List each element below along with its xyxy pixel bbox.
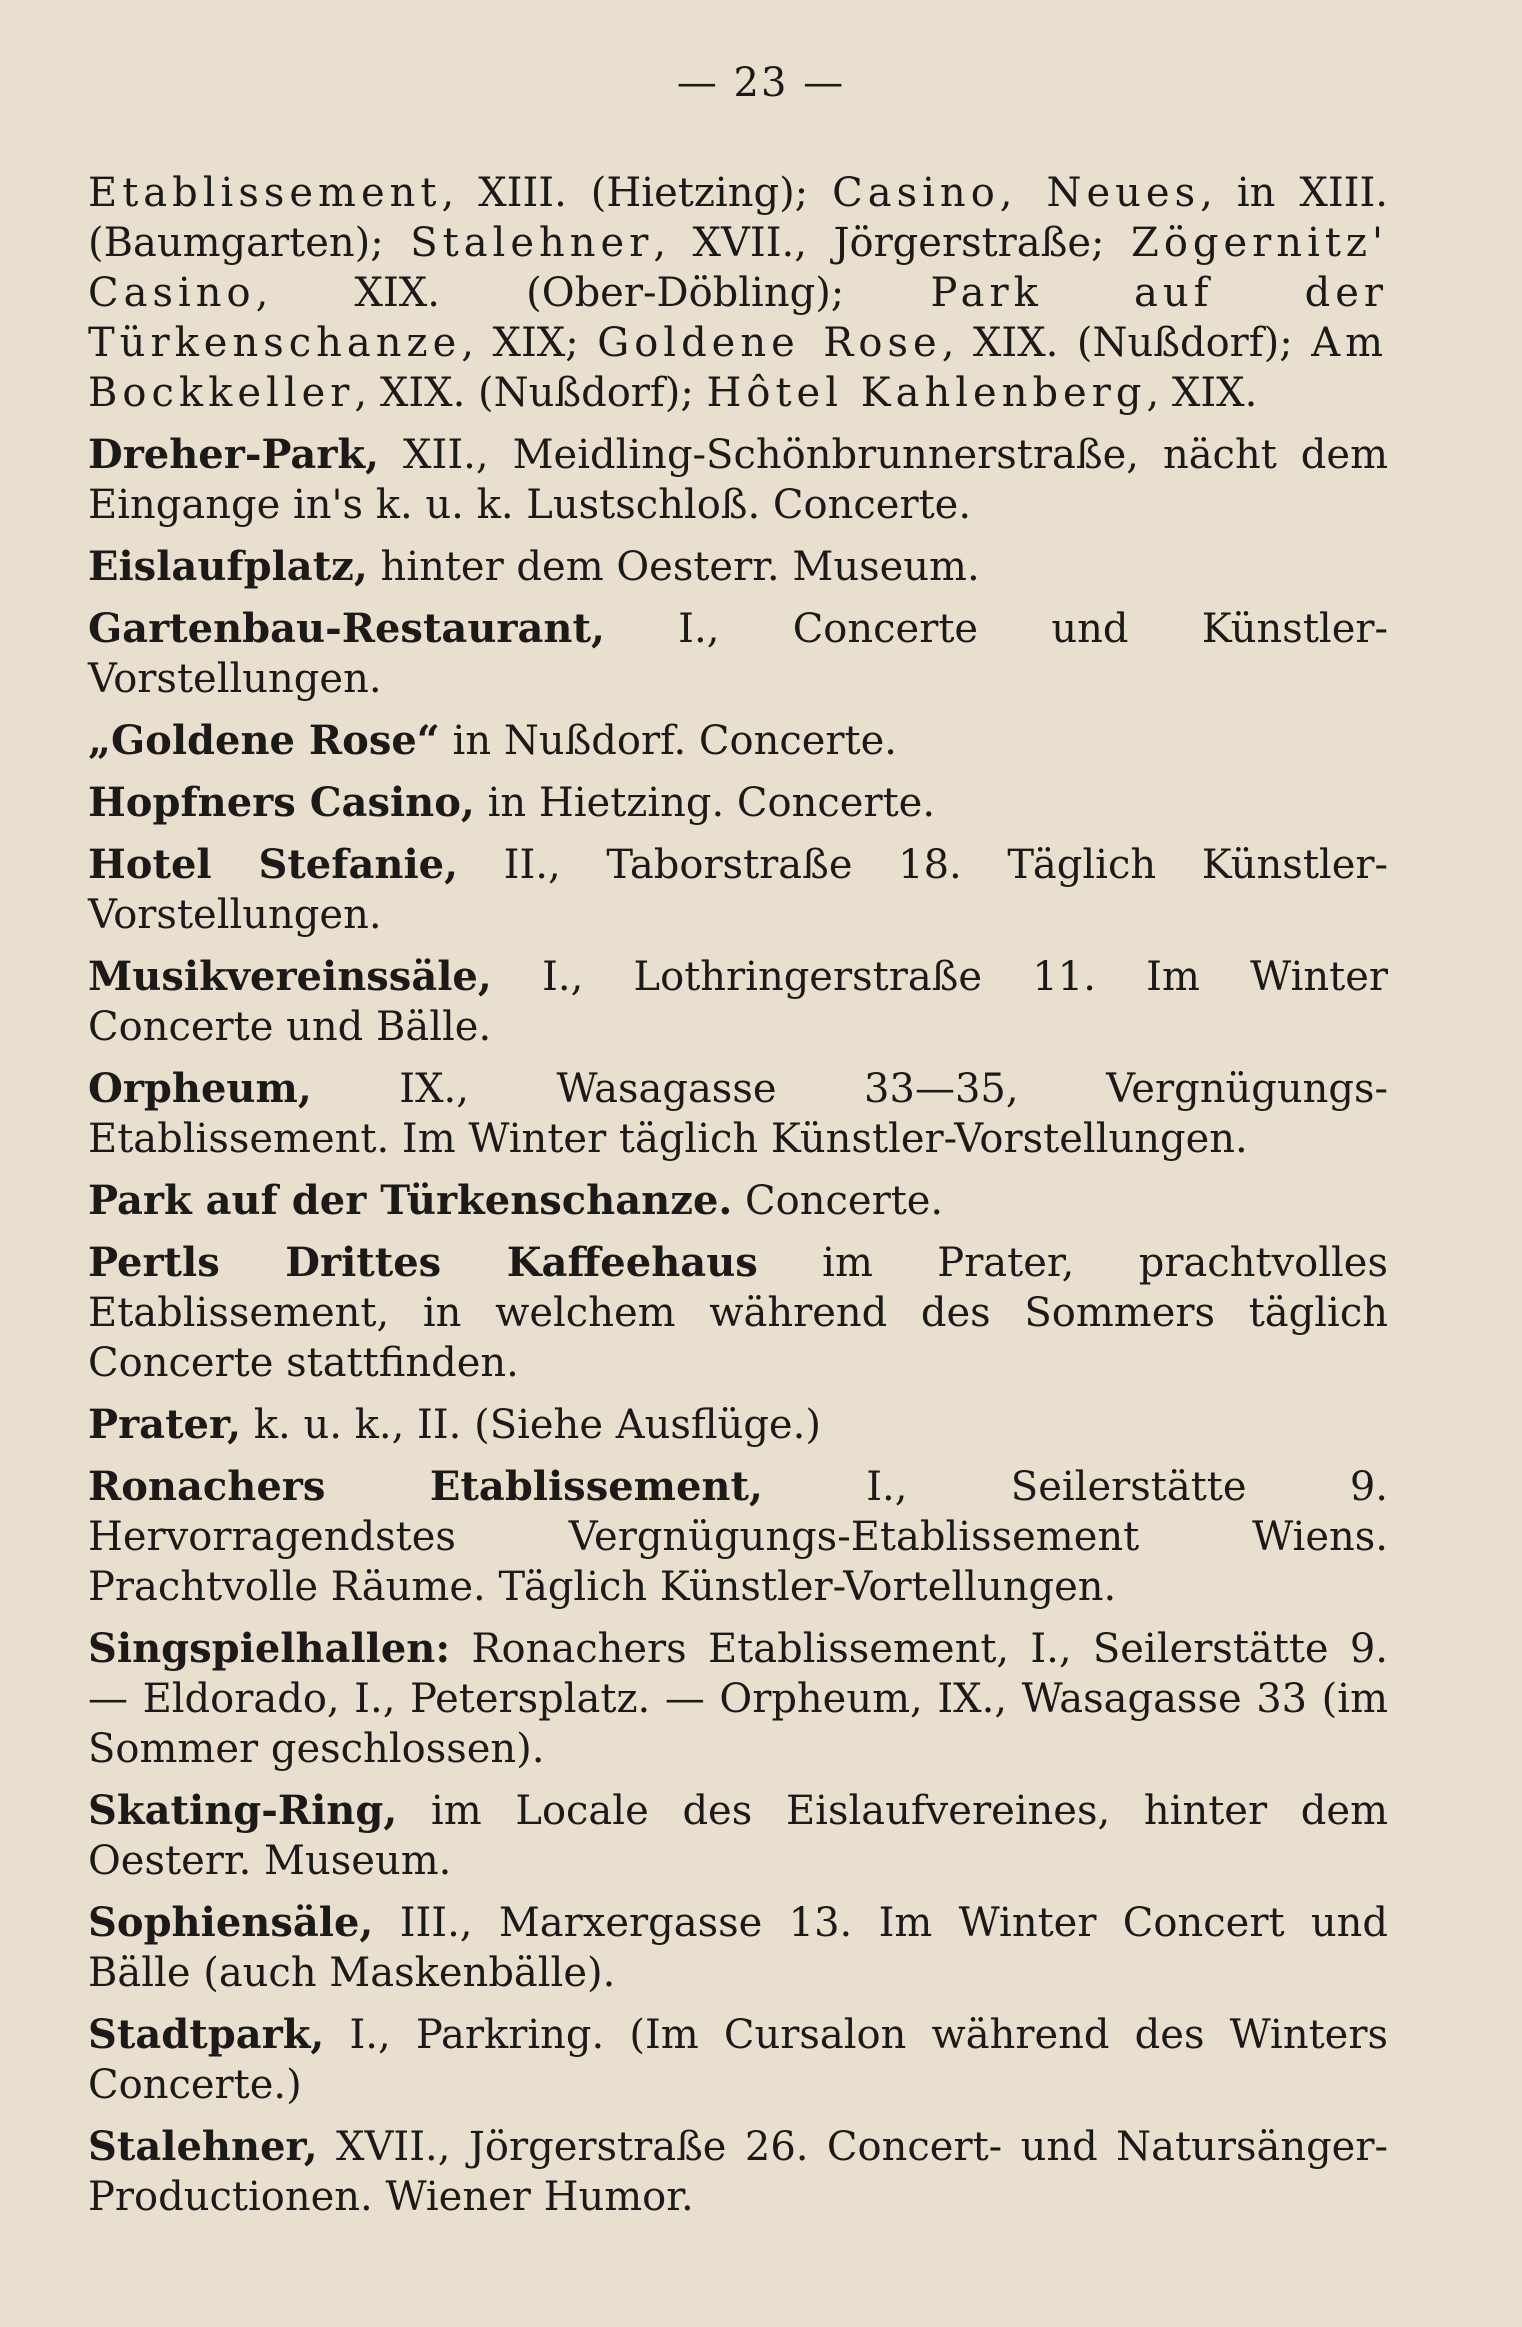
entry-description: im Locale des Eislaufvereines, hinter dem Oesterr. Museum. <box>88 1788 1388 1884</box>
entry-description: in Hietzing. Concerte. <box>474 780 936 826</box>
entry-description: I., Parkring. (Im Cursalon während des Winters Concerte.) <box>88 2012 1388 2108</box>
entry-description: k. u. k., II. (Siehe Ausflüge.) <box>241 1402 821 1448</box>
intro-paragraph <box>88 168 1388 418</box>
venue-name-spaced: Etablissement <box>88 170 442 216</box>
entry-name: „Goldene Rose“ <box>88 717 440 764</box>
entry-description: I., Lothringerstraße 11. Im Winter Concerte und Bälle. <box>88 954 1388 1050</box>
directory-entry <box>88 952 1388 1052</box>
entry-description: II., Taborstraße 18. Täglich Künstler-Vorstellungen. <box>88 842 1388 938</box>
entry-name: Prater, <box>88 1401 242 1448</box>
directory-entry <box>88 1176 1388 1226</box>
directory-entry <box>88 1786 1388 1886</box>
entry-description: Ronachers Etablissement, I., Seilerstätte 9. — Eldorado, I., Petersplatz. — Orpheum, IX., Wasagasse 33 (im Sommer geschlossen). <box>88 1626 1388 1772</box>
directory-entry <box>88 840 1388 940</box>
entry-name: Sophiensäle, <box>88 1899 374 1946</box>
venue-name-spaced: Park auf der Türkenschanze <box>88 270 1388 366</box>
entry-name: Hopfners Casino, <box>88 779 475 826</box>
entry-description: Concerte. <box>732 1178 944 1224</box>
directory-entry <box>88 542 1388 592</box>
entry-name: Musikvereinssäle, <box>88 953 492 1000</box>
entry-name: Ronachers Etablissement, <box>88 1463 763 1510</box>
entry-name: Hotel Stefanie, <box>88 841 459 888</box>
entry-description: III., Marxergasse 13. Im Winter Concert und Bälle (auch Maskenbälle). <box>88 1900 1388 1996</box>
venue-name-spaced: Goldene Rose <box>597 320 942 366</box>
entry-description: I., Concerte und Künstler-Vorstellungen. <box>88 606 1388 702</box>
entry-name: Orpheum, <box>88 1065 312 1112</box>
entry-name: Eislaufplatz, <box>88 543 368 590</box>
directory-entry <box>88 430 1388 530</box>
entry-description: im Prater, prachtvolles Etablissement, in welchem während des Sommers täglich Concerte stattfinden. <box>88 1240 1388 1386</box>
intro-text: , XIX. <box>1146 370 1258 416</box>
entry-name: Dreher-Park, <box>88 431 380 478</box>
venue-name-spaced: Hôtel Kahlenberg <box>706 370 1147 416</box>
directory-entry <box>88 604 1388 704</box>
venue-name-spaced: Casino, Neues <box>832 170 1201 216</box>
entry-description: in Nußdorf. Concerte. <box>439 718 898 764</box>
intro-text: , XIX. (Ober-Döbling); <box>255 270 931 316</box>
entry-name: Stalehner, <box>88 2123 318 2170</box>
intro-text: , XIX. (Nußdorf); <box>941 320 1312 366</box>
page-number: — 23 — <box>676 60 846 106</box>
directory-entry <box>88 716 1388 766</box>
directory-entry <box>88 1462 1388 1612</box>
directory-entry <box>88 2010 1388 2110</box>
page-content <box>88 168 1388 2234</box>
intro-text: , XIX. (Nußdorf); <box>354 370 707 416</box>
directory-entry <box>88 1400 1388 1450</box>
entry-name: Skating-Ring, <box>88 1787 398 1834</box>
entry-description: XVII., Jörgerstraße 26. Concert- und Natursänger-Productionen. Wiener Humor. <box>88 2124 1388 2220</box>
venue-name-spaced: Zögernitz' Casino <box>88 220 1389 316</box>
entry-name: Pertls Drittes Kaffeehaus <box>88 1239 758 1286</box>
entry-name: Gartenbau-Restaurant, <box>88 605 605 652</box>
directory-entry <box>88 1238 1388 1388</box>
intro-text: , in XIII. (Baumgarten); <box>88 170 1388 266</box>
entry-description: XII., Meidling-Schönbrunnerstraße, nächt dem Eingange in's k. u. k. Lustschloß. Concerte. <box>88 432 1388 528</box>
entry-list <box>88 430 1388 2222</box>
entry-name: Park auf der Türkenschanze. <box>88 1177 733 1224</box>
intro-text: , XVII., Jörgerstraße; <box>653 220 1132 266</box>
entry-description: I., Seilerstätte 9. Hervorragendstes Vergnügungs-Etablissement Wiens. Prachtvolle Räume. Täglich Künstler-Vortellungen. <box>88 1464 1388 1610</box>
entry-name: Singspielhallen: <box>88 1625 451 1672</box>
entry-description: hinter dem Oesterr. Museum. <box>367 544 980 590</box>
intro-text: , XIX; <box>461 320 598 366</box>
directory-entry <box>88 1898 1388 1998</box>
entry-name: Stadtpark, <box>88 2011 325 2058</box>
venue-name-spaced: Am Bockkeller <box>88 320 1389 416</box>
venue-name-spaced: Stalehner <box>410 220 654 266</box>
directory-entry <box>88 1064 1388 1164</box>
directory-entry <box>88 1624 1388 1774</box>
intro-text: , XIII. (Hietzing); <box>441 170 833 216</box>
directory-entry <box>88 778 1388 828</box>
directory-entry <box>88 2122 1388 2222</box>
entry-description: IX., Wasagasse 33—35, Vergnügungs-Etablissement. Im Winter täglich Künstler-Vorstellungen. <box>88 1066 1388 1162</box>
